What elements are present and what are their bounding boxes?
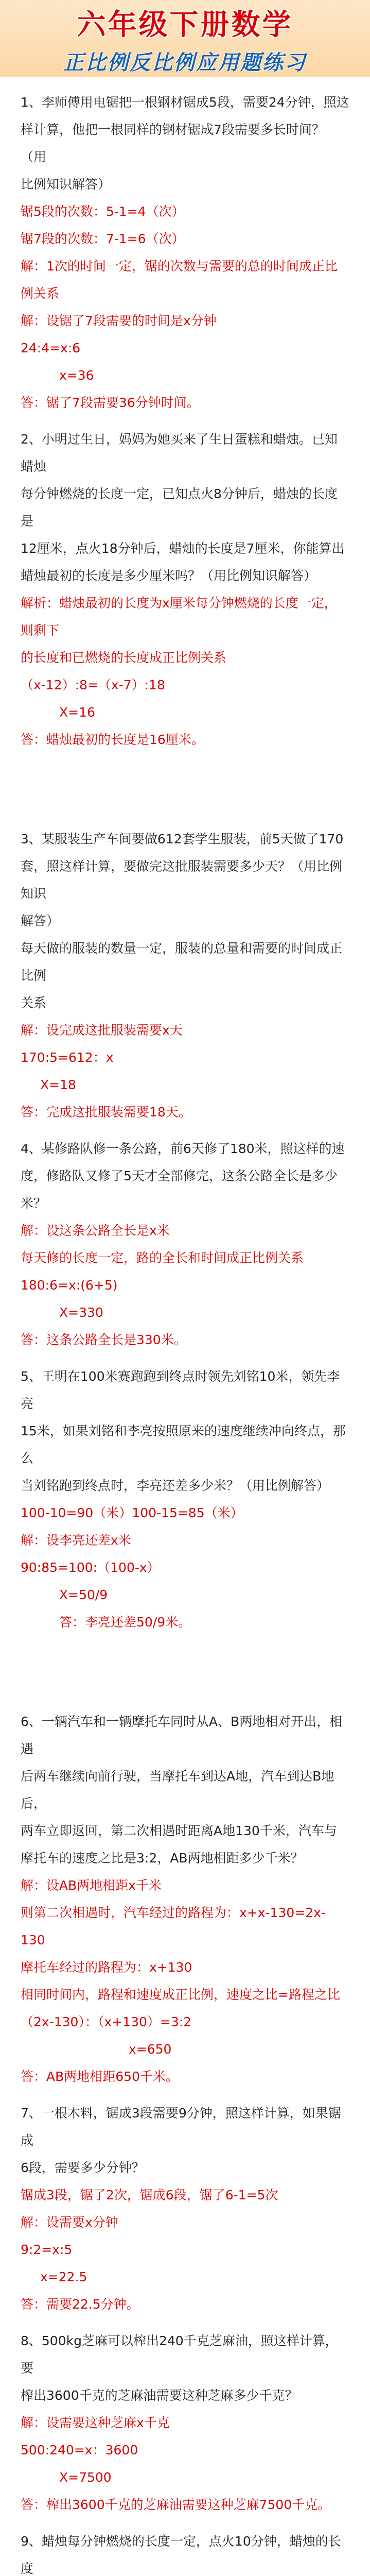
question-line: 1、李师傅用电锯把一根钢材锯成5段，需要24分钟，照这 [21,95,349,110]
problem-4 [21,1135,349,1353]
question-line: 每天做的服装的数量一定，服装的总量和需要的时间成正比例 [21,941,343,983]
answer-line: 的长度和已燃烧的长度成正比例关系 [21,650,227,665]
problem-6 [21,1708,349,2090]
answer-line: x=22.5 [40,2269,87,2284]
answer-line: 解析：蜡烛最初的长度为x厘米每分钟燃烧的长度一定，则剩下 [21,596,337,638]
answer-line: 24:4=x:6 [21,341,81,355]
question-line: 每分钟燃烧的长度一定，已知点火8分钟后，蜡烛的长度是 [21,486,338,529]
question-line: 两车立即返回，第二次相遇时距离A地130千米，汽车与 [21,1823,337,1838]
answer-line: 答：需要22.5分钟。 [21,2297,139,2312]
answer-line: 解：设李亮还差x米 [21,1533,131,1548]
problem-9 [21,2528,349,2576]
question-line: 4、某修路队修一条公路，前6天修了180米，照这样的速 [21,1141,345,1156]
answer-line: 答：AB两地相距650千米。 [21,2069,179,2084]
question-line: 7、一根木料，锯成3段需要9分钟，照这样计算，如果锯成 [21,2106,341,2148]
question-line: 15米，如果刘铭和李亮按照原来的速度继续冲向终点，那么 [21,1423,346,1466]
answer-line: 锯7段的次数：7-1=6（次） [21,231,185,246]
answer-line: 解：设需要这种芝麻x千克 [21,2415,170,2430]
problem-5 [21,1363,349,1636]
answer-line: 答：李亮还差50/9米。 [59,1615,191,1630]
header-banner [0,0,370,77]
answer-line: 答：这条公路全长是330米。 [21,1332,187,1347]
answer-line: 答：锯了7段需要36分钟时间。 [21,395,200,410]
question-line: 蜡烛最初的长度是多少厘米吗？（用比例知识解答） [21,568,317,583]
answer-line: 摩托车经过的路程为：x+130 [21,1960,192,1975]
answer-line: （x-12）:8=（x-7）:18 [21,677,165,692]
answer-line: 解：设需要x分钟 [21,2215,118,2230]
answer-line: 解：设完成这批服装需要x天 [21,1023,183,1038]
answer-line: 每天修的长度一定，路的全长和时间成正比例关系 [21,1250,304,1265]
answer-line: 答：完成这批服装需要18天。 [21,1105,191,1120]
question-line: 套，照这样计算，要做完这批服装需要多少天？（用比例知识 [21,859,343,901]
question-line: 8、500kg芝麻可以榨出240千克芝麻油，照这样计算，要 [21,2333,338,2376]
question-line: 榨出3600千克的芝麻油需要这种芝麻多少千克？ [21,2388,298,2403]
problem-1 [21,89,349,416]
answer-line: 100-10=90（米）100-15=85（米） [21,1505,243,1520]
answer-line: X=7500 [59,2470,112,2485]
answer-line: 锯5段的次数：5-1=4（次） [21,204,185,219]
answer-line: X=18 [40,1077,76,1092]
answer-line: 解：1次的时间一定，锯的次数与需要的总的时间成正比例关系 [21,259,338,301]
question-line: 后两车继续向前行驶，当摩托车到达A地，汽车到达B地后， [21,1769,334,1811]
problem-list [0,77,370,2576]
answer-line: X=16 [59,705,95,720]
answer-line: 答：蜡烛最初的长度是16厘米。 [21,732,204,747]
answer-line: X=330 [59,1305,103,1320]
problem-7 [21,2099,349,2318]
answer-line: X=50/9 [59,1587,108,1602]
question-line: 9、蜡烛每分钟燃烧的长度一定，点火10分钟，蜡烛的长度 [21,2534,341,2576]
page-title: 六年级下册数学 [77,8,293,42]
answer-line: 相同时间内，路程和速度成正比例，速度之比=路程之比 [21,1987,340,2002]
answer-line: 170:5=612：x [21,1050,114,1065]
answer-line: 180:6=x:(6+5) [21,1278,118,1293]
answer-line: 答：榨出3600千克的芝麻油需要这种芝麻7500千克。 [21,2497,331,2512]
question-line: 摩托车的速度之比是3:2，AB两地相距多少千米？ [21,1851,304,1866]
answer-line: x=650 [129,2042,172,2057]
question-line: 6、一辆汽车和一辆摩托车同时从A、B两地相对开出，相遇 [21,1714,343,1756]
answer-line: 锯成3段，锯了2次，锯成6段，锯了6-1=5次 [21,2188,278,2202]
problem-2 [21,426,349,753]
problem-3 [21,825,349,1126]
question-line: 6段，需要多少分钟？ [21,2160,145,2175]
question-line: 比例知识解答） [21,177,111,192]
answer-line: 500:240=x：3600 [21,2443,138,2458]
question-line: 3、某服装生产车间要做612套学生服装，前5天做了170 [21,832,344,846]
question-line: 5、王明在100米赛跑跑到终点时领先刘铭10米，领先李亮 [21,1369,340,1411]
problem-8 [21,2327,349,2518]
answer-line: x=36 [59,368,94,383]
question-line: 关系 [21,995,47,1010]
answer-line: 解：设这条公路全长是x米 [21,1223,170,1238]
question-line: 2、小明过生日，妈妈为她买来了生日蛋糕和蜡烛。已知蜡烛 [21,432,338,474]
question-line: 度，修路队又修了5天才全部修完，这条公路全长是多少米？ [21,1168,338,1211]
question-line: 当刘铭跑到终点时，李亮还差多少米？（用比例解答） [21,1478,330,1493]
answer-line: （2x-130）：（x+130）=3:2 [21,2014,192,2029]
question-line: 12厘米，点火18分钟后，蜡烛的长度是7厘米，你能算出 [21,541,345,556]
question-line: 解答） [21,913,60,928]
answer-line: 解：设AB两地相距x千米 [21,1878,162,1893]
answer-line: 9:2=x:5 [21,2242,73,2257]
question-line: 样计算，他把一根同样的钢材锯成7段需要多长时间？（用 [21,122,325,164]
answer-line: 解：设锯了7段需要的时间是x分钟 [21,313,217,328]
answer-line: 则第二次相遇时，汽车经过的路程为：x+x-130=2x-130 [21,1905,326,1947]
answer-line: 90:85=100:（100-x） [21,1560,160,1575]
page-subtitle: 正比例反比例应用题练习 [63,50,307,75]
